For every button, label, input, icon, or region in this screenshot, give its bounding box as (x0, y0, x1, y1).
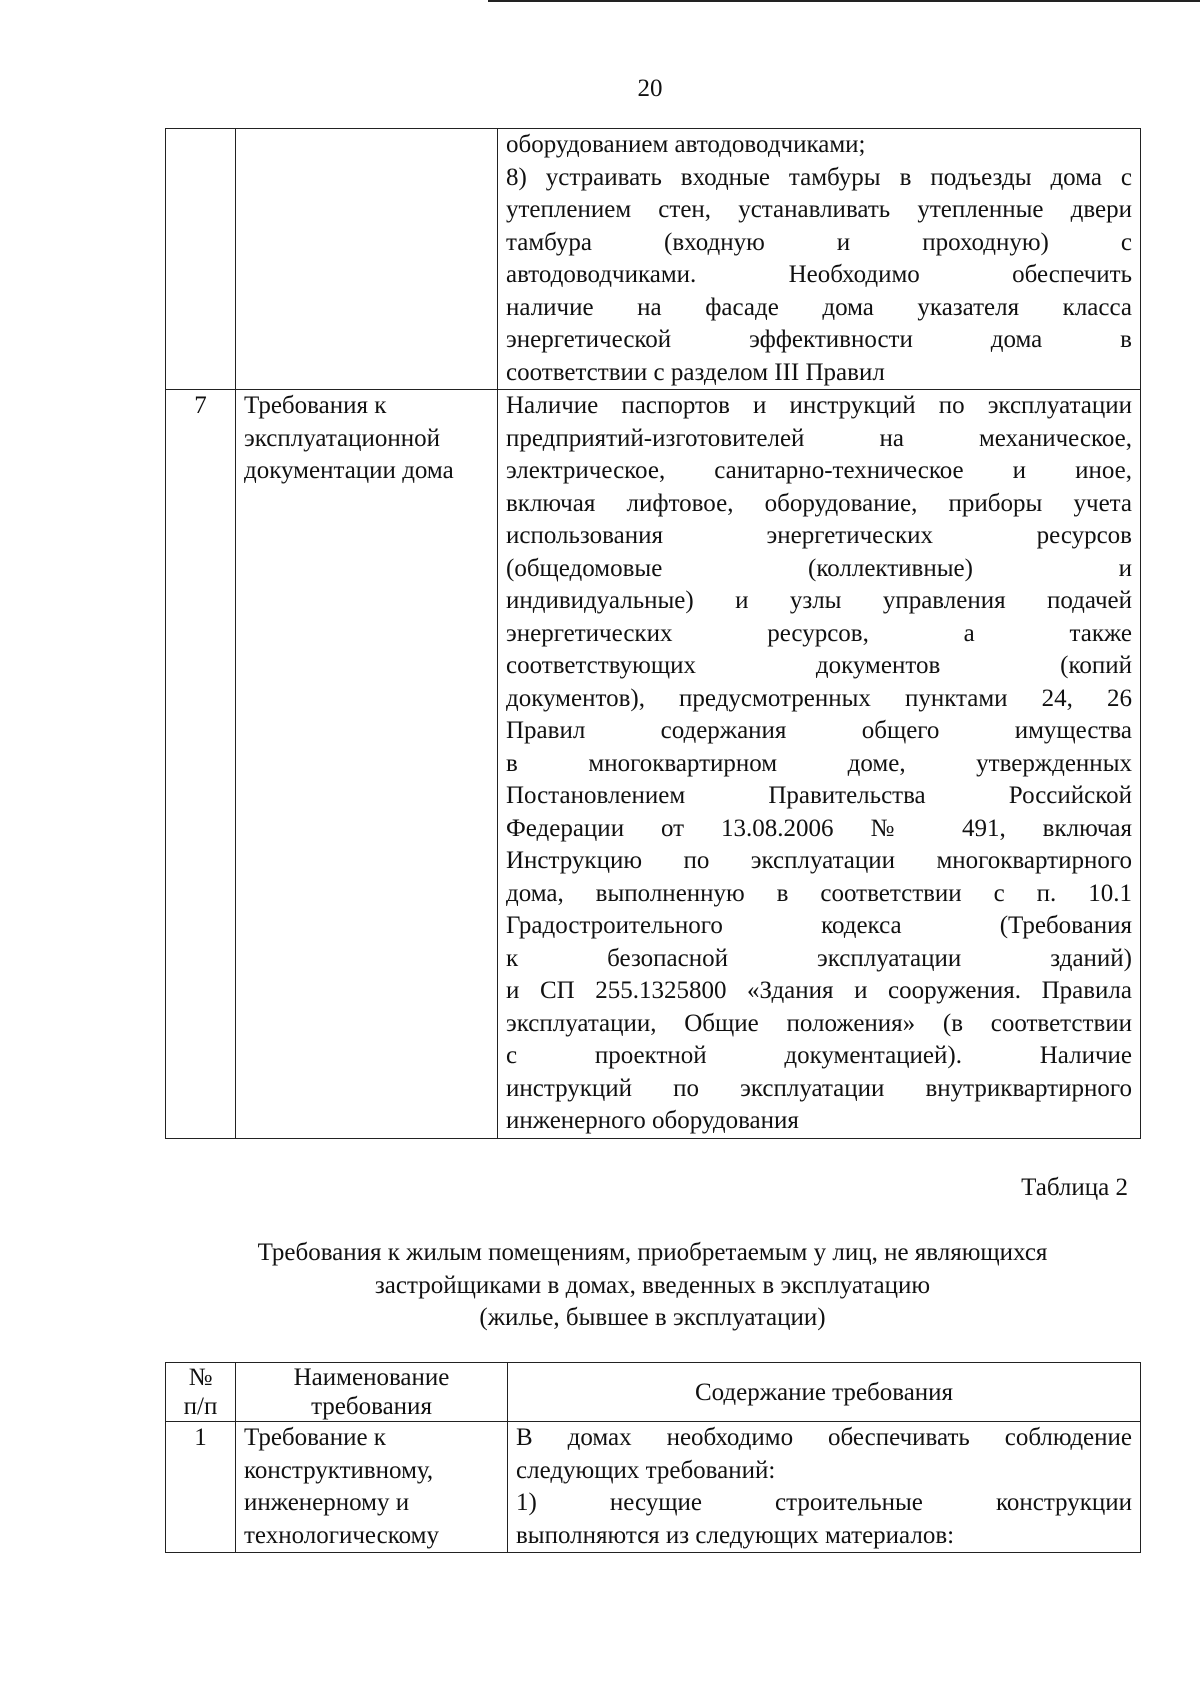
requirements-table-2 (165, 1362, 1141, 1553)
table-row-7 (166, 390, 1141, 1139)
header-number: № п/п (166, 1363, 236, 1422)
top-rule (488, 0, 1200, 2)
requirement-content: Наличие паспортов и инструкций по эксплуатации предприятий-изготовителей на механическое, электрическое, санитарно-техническое и иное, включая лифтовое, оборудование, приборы учета использования энергетических ресурсов (общедомовые (коллективные) и индивидуальные) и узлы управления подачей энергетических ресурсов, а также соответствующих документов (копий документов), предусмотренных пунктами 24, 26 Правил содержания общего имущества в многоквартирном доме, утвержденных Постановлением Правительства Российской Федерации от 13.08.2006 № 491, включая Инструкцию по эксплуатации многоквартирного дома, выполненную в соответствии с п. 10.1 Градостроительного кодекса (Требования к безопасной эксплуатации зданий) и СП 255.1325800 «Здания и сооружения. Правила эксплуатации, Общие положения» (в соответствии с проектной документацией). Наличие инструкций по эксплуатации внутриквартирного инженерного оборудования (498, 390, 1141, 1139)
table-row-continuation (166, 129, 1141, 390)
cell-content-continuation: оборудованием автодоводчиками; 8) устраивать входные тамбуры в подъезды дома с утеплением стен, устанавливать утепленные двери тамбура (входную и проходную) с автодоводчиками. Необходимо обеспечить наличие на фасаде дома указателя класса энергетической эффективности дома в соответствии с разделом III Правил (498, 129, 1141, 390)
row-number: 1 (166, 1422, 236, 1553)
row-number: 7 (166, 390, 236, 1139)
table-caption: Таблица 2 (1021, 1174, 1128, 1201)
requirement-name: Требования к эксплуатационной документации дома (236, 390, 498, 1139)
header-content: Содержание требования (508, 1363, 1141, 1422)
header-name: Наименование требования (236, 1363, 508, 1422)
page-number: 20 (637, 75, 663, 102)
table-title: Требования к жилым помещениям, приобретаемым у лиц, не являющихся застройщиками в домах, введенных в эксплуатацию (жилье, бывшее в эксплуатации) (257, 1239, 1048, 1331)
table-header-row (166, 1363, 1141, 1422)
requirement-name: Требование к конструктивному, инженерному и технологическому (236, 1422, 508, 1553)
table-row-1 (166, 1422, 1141, 1553)
requirement-content: В домах необходимо обеспечивать соблюдение следующих требований: 1) несущие строительные конструкции выполняются из следующих материалов: (508, 1422, 1141, 1553)
requirements-table-1 (165, 128, 1141, 1139)
cell-name-empty (236, 129, 498, 390)
cell-number-empty (166, 129, 236, 390)
